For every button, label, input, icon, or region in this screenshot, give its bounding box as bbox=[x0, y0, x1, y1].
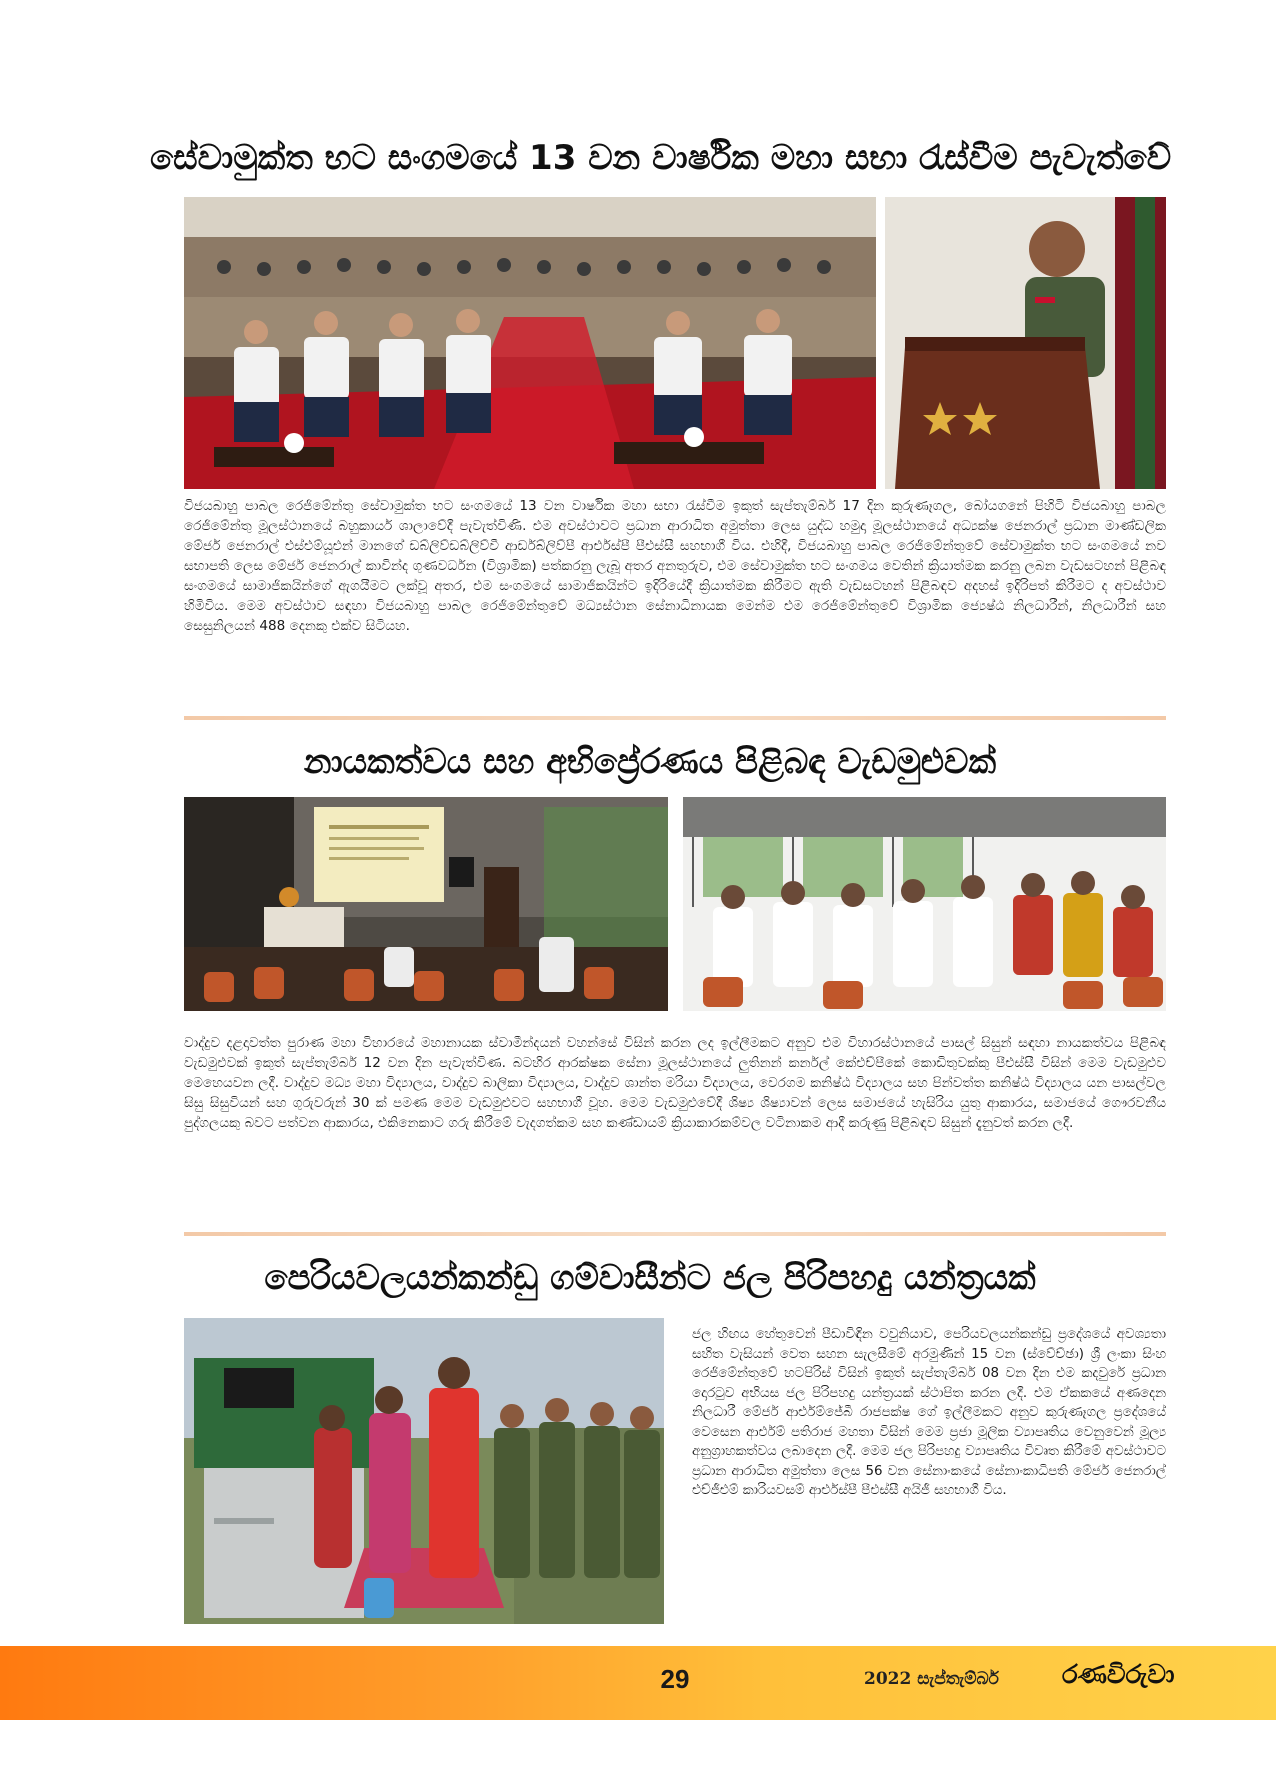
students-audience-photo bbox=[683, 797, 1166, 1011]
section-divider bbox=[184, 716, 1166, 720]
section-divider bbox=[184, 1232, 1166, 1236]
article-3-title: පෙරියවලයන්කන්ඩු ගම්වාසීන්ට ජල පිරිපහදු යන්ත්‍රයක් bbox=[264, 1258, 1036, 1298]
students-audience-photo-illustration bbox=[683, 797, 1166, 1011]
magazine-brand: රණවිරුවා bbox=[1062, 1660, 1175, 1690]
article-1-body: විජයබාහු පාබල රෙජිමේන්තු සේවාමුක්ත භට සංගමයේ 13 වන වාර්ෂික මහා සභා රැස්වීම ඉකුත් සැප්තැම්බර් 17 දින කුරුණෑගල, බෝයගනේ පිහිටි විජයබාහු පාබල රෙජිමේන්තු මූලස්ථානයේ බහුකාර්ය ශාලාවේදී පැවැත්විණි. එම අවස්ථාවට ප්‍රධාන ආරාධිත අමුත්තා ලෙස යුද්ධ හමුදා මූලස්ථානයේ අධ්‍යක්ෂ ජෙනරාල් ප්‍රධාන මාණ්ඩලික මේජර් ජෙනරාල් එස්එම්යූඑන් මානගේ ඩබ්ලිව්ඩබ්ලිව්වී ආර්ඩබ්ලිව්පී ආර්එස්පී පීඑස්සී සහභාගී විය. එහිදී, විජයබාහු පාබල රෙජිමේන්තුවේ සේවාමුක්ත භට සංගමයේ නව සභාපති ලෙස මේජර් ජෙනරාල් කාවින්ද ගුණවර්ධන (විශ්‍රාමික) පත්කරනු ලැබූ අතර අනතුරුව, එම සේවාමුක්ත භට සංගමය වෙතින් ක්‍රියාත්මක කරනු ලබන වැඩසටහන් පිළිබඳ සංගමයේ සාමාජිකයින්ගේ ඇගයීමට ලක්වූ අතර, එම සංගමයේ සාමාජිකයින්ට ඉදිරියේදී ක්‍රියාත්මක කිරීමට ඇති වැඩසටහන් පිළිබඳව අදහස් ඉදිරිපත් කිරීමට ද අවස්ථාව හිමිවිය. මෙම අවස්ථාව සඳහා විජයබාහු පාබල රෙජිමේන්තුවේ මධ්‍යස්ථාන සේනාධිනායක මෙන්ම එම රෙජිමේන්තුවේ විශ්‍රාමික ජ්‍යෙෂ්ඨ නිලධාරීන්, නිලධාරීන් සහ සෙසුනිලයන් 488 දෙනකු එක්ව සිටියහ. bbox=[184, 498, 1166, 634]
article-2-body: වාද්දුව දළදාවත්ත පුරාණ මහා විහාරයේ මහානායක ස්වාමීන්දයන් වහන්සේ විසින් කරන ලද ඉල්ලීමකට අනුව එම විහාරස්ථානයේ පාසල් සිසුන් සඳහා නායකත්වය පිළිබඳ වැඩමුළුවක් ඉකුත් සැප්තැම්බර් 12 වන දින පැවැත්විණ. බටහිර ආරක්ෂක සේනා මූලස්ථානයේ ලුතිනන් කර්නල් කේඑච්පීකේ කොඩිතුවක්කු පීඑස්සී විසින් මෙම වැඩමුළුව මෙහෙයවන ලදී. වාද්දුව මධ්‍ය මහා විද්‍යාලය, වාද්දුව බාලිකා විද්‍යාලය, වාද්දුව ශාන්ත මරියා විද්‍යාලය, වෙරගම කනිෂ්ඨ විද්‍යාලය සහ පින්වත්ත කනිෂ්ඨ විද්‍යාලය යන පාසල්වල සිසු සිසුවියන් සහ ගුරුවරුන් 30 ක් පමණ මෙම වැඩමුළුවට සහභාගී වූහ. මෙම වැඩමුළුවේදී ශිෂ්‍ය ශිෂ්‍යාවන් ලෙස සමාජයේ හැසිරිය යුතු ආකාරය, සමාජයේ ගෞරවනීය පුද්ගලයකු බවට පත්වන ආකාරය, එකිනෙකාට ගරු කිරීමේ වැදගත්කම සහ කණ්ඩායම් ක්‍රියාකාරකම්වල වටිනාකම ආදී කරුණු පිළිබඳව සිසුන් දැනුවත් කරන ලදී. bbox=[184, 1035, 1166, 1131]
water-purifier-photo-illustration bbox=[184, 1318, 664, 1624]
article-3-body: ජල හිඟය හේතුවෙන් පීඩාවිඳින වවුනියාව, පෙරියවලයන්කන්ඩු ප්‍රදේශයේ අවශ්‍යතා සහිත වැසියන් වෙත සහන සැලසීමේ අරමුණින් 15 වන (ස්වේච්ඡා) ශ්‍රී ලංකා සිංහ රෙජිමේන්තුවේ හටපිරිස් විසින් ඉකුත් සැප්තැම්බර් 08 වන දින එම කදවුරේ ප්‍රධාන දොරටුව අභියස ජල පිරිපහදු යන්ත්‍රයක් ස්ථාපිත කරන ලදී. එම ඒකකයේ අණදෙන නිලධාරී මේජර් ආර්එම්ජේබී රාජපක්ෂ ගේ ඉල්ලීමකට අනුව කුරුණෑගල ප්‍රදේශයේ වෙසෙන ආර්එම් පතිරාජ මහතා විසින් මෙම ප්‍රජා මූලික ව්‍යාපෘතිය වෙනුවෙන් මූල්‍ය අනුග්‍රාහකත්වය ලබාදෙන ලදී. මෙම ජල පිරිපහදු ව්‍යාපෘතිය විවෘත කිරීමේ අවස්ථාවට ප්‍රධාන ආරාධිත අමුත්තා ලෙස 56 වන සේනාංකයේ සේනාංකාධිපති මේජර් ජෙනරාල් එච්ජීඑම් කාරියවසම් ආර්එස්පී පීඑස්සී අයිජී සහභාගී විය. bbox=[692, 1327, 1166, 1498]
assembly-hall-photo bbox=[184, 197, 876, 489]
issue-date: 2022 සැප්තැම්බර් bbox=[864, 1669, 999, 1689]
workshop-presentation-photo-illustration bbox=[184, 797, 668, 1011]
page-number: 29 bbox=[660, 1664, 690, 1694]
assembly-hall-photo-illustration bbox=[184, 197, 876, 489]
workshop-presentation-photo bbox=[184, 797, 668, 1011]
article-2-title: නායකත්වය සහ අභිප්‍රේරණය පිළිබඳ වැඩමුළුවක් bbox=[303, 742, 997, 782]
speaker-podium-photo bbox=[885, 197, 1166, 489]
water-purifier-photo bbox=[184, 1318, 664, 1624]
speaker-podium-photo-illustration bbox=[885, 197, 1166, 489]
article-1-title: සේවාමුක්ත භට සංගමයේ 13 වන වාර්ෂික මහා සභා රැස්වීම පැවැත්වේ bbox=[150, 138, 1172, 178]
